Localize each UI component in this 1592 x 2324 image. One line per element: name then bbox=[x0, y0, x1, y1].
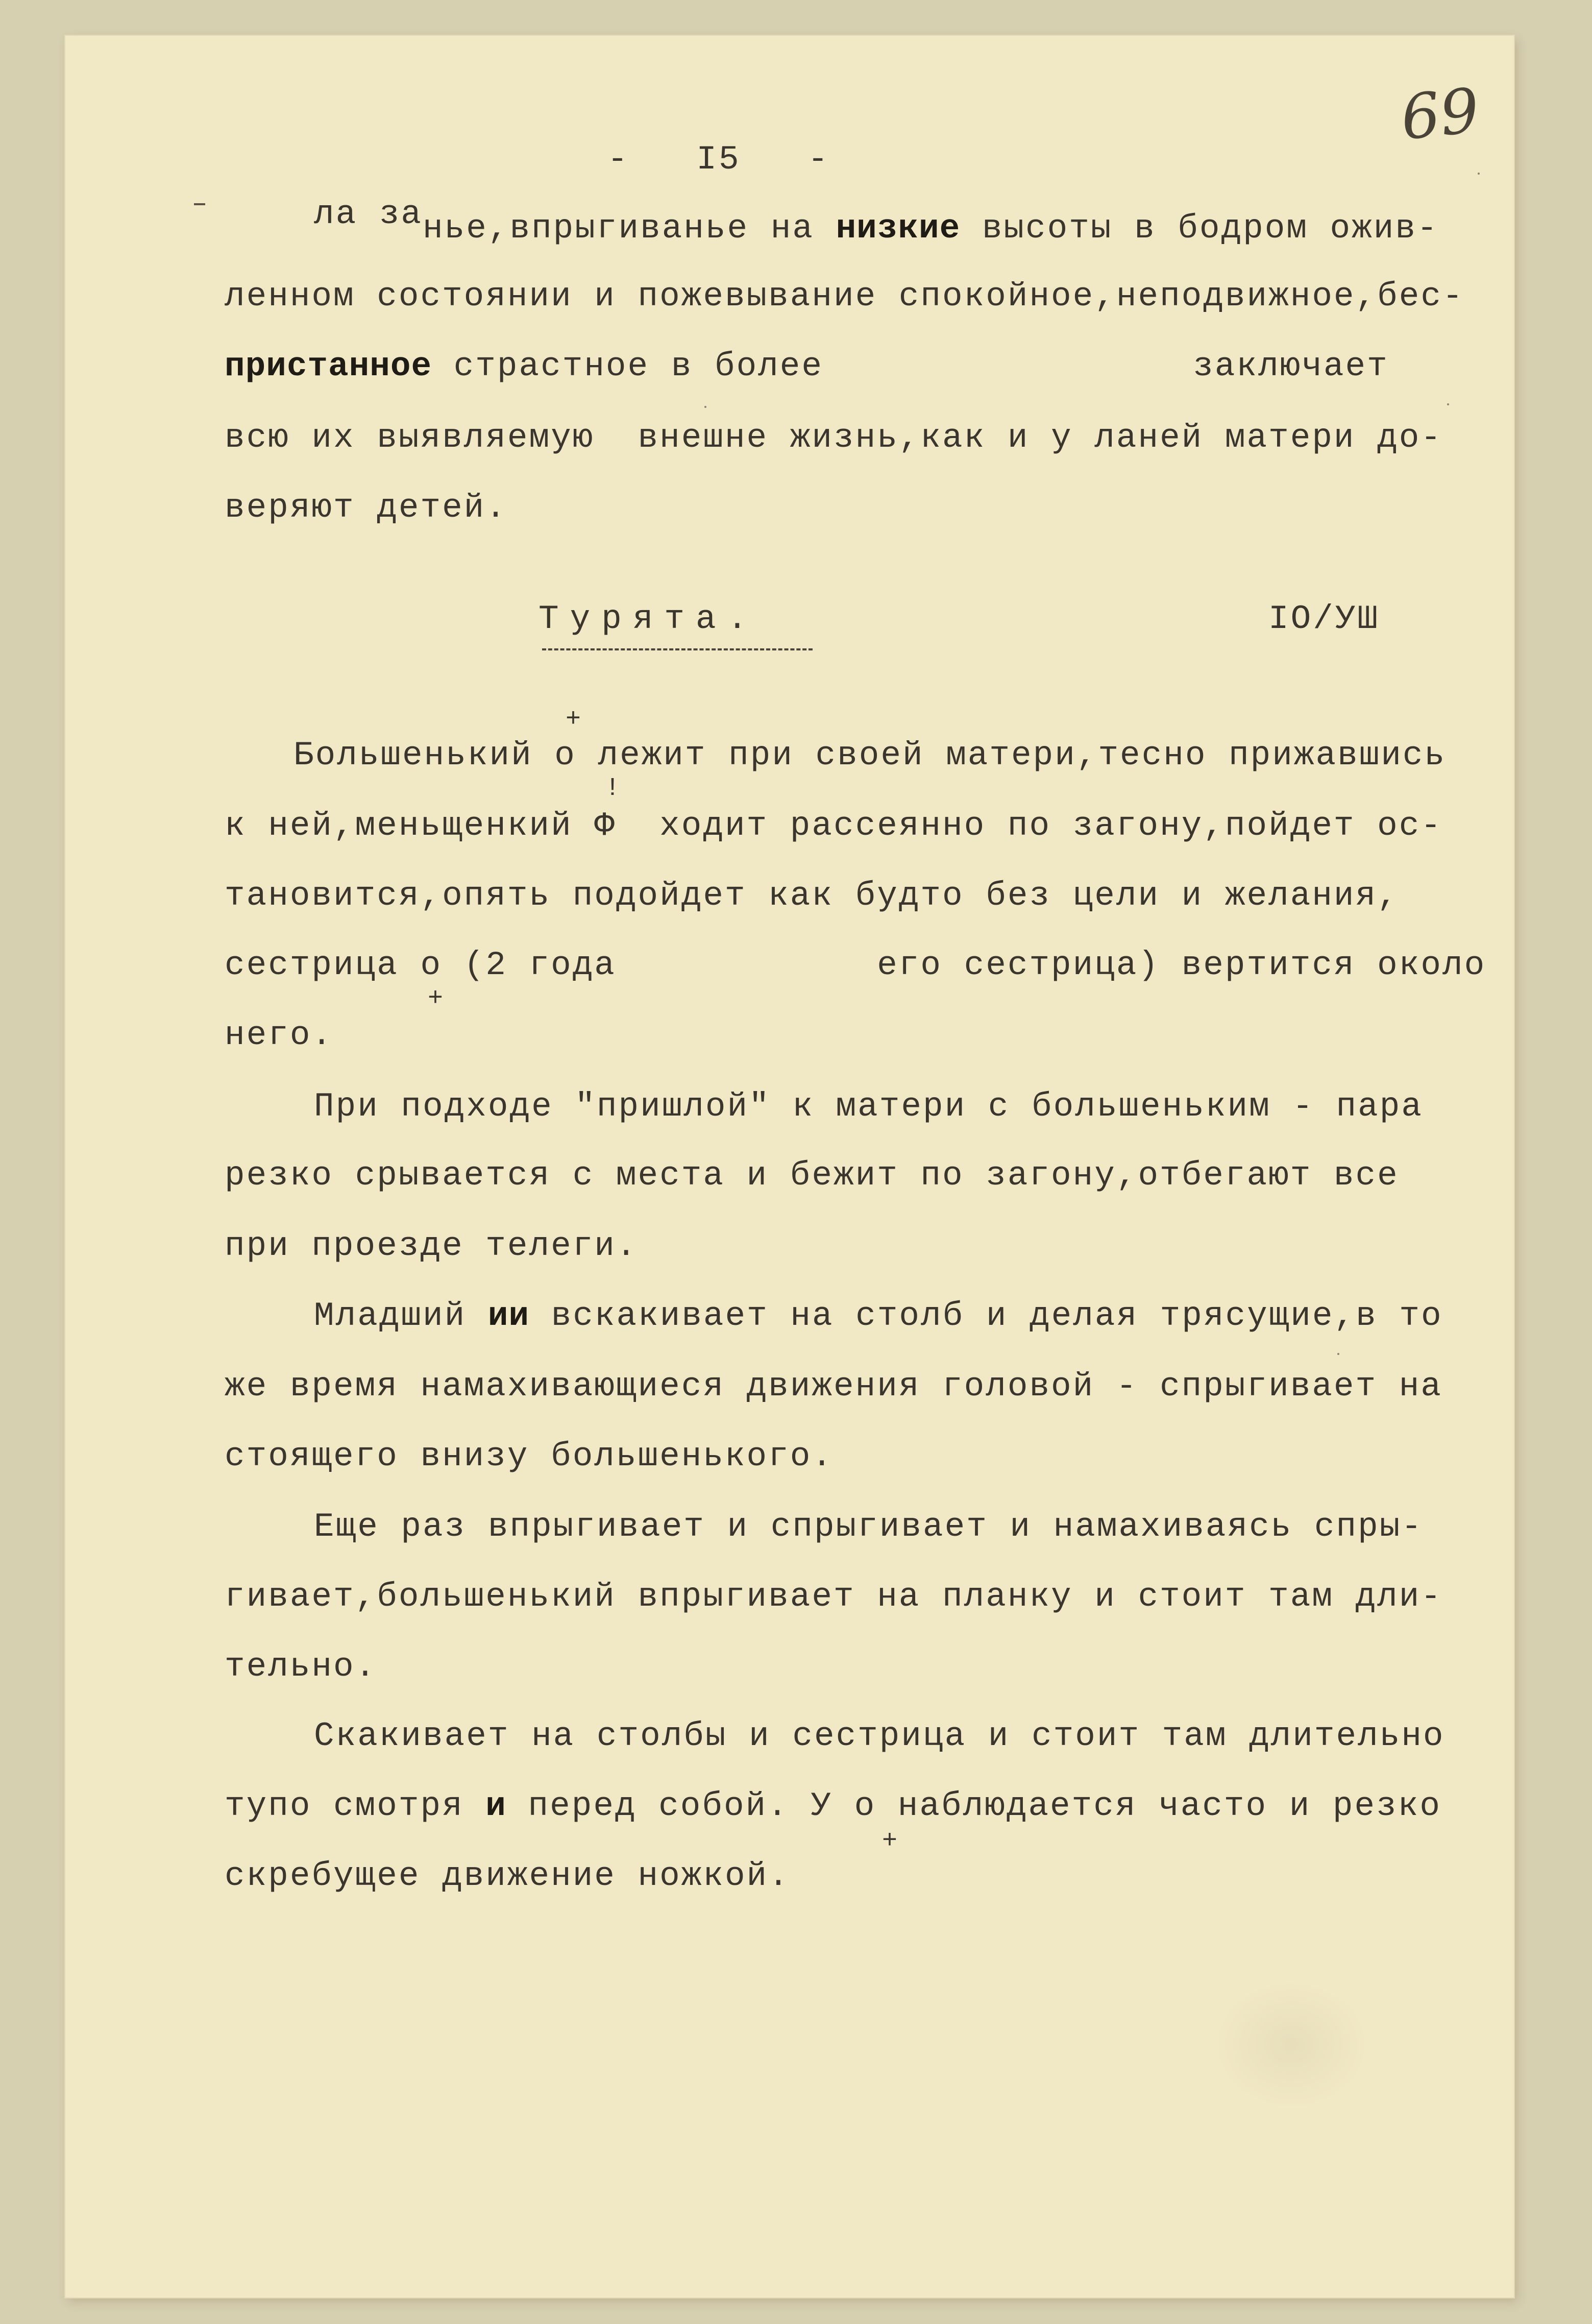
text-line-2: ленном состоянии и пожевывание спокойное,неподвижное,бес- bbox=[225, 277, 1464, 316]
archive-folio-number: 69 bbox=[1398, 75, 1483, 154]
overtyped-word: пристанное bbox=[225, 347, 432, 385]
text-line-5: веряют детей. bbox=[225, 489, 507, 527]
paper-speck bbox=[704, 406, 706, 408]
text-line-10: него. bbox=[225, 1016, 334, 1054]
margin-dash bbox=[194, 203, 205, 205]
text-line-19: тельно. bbox=[225, 1648, 377, 1686]
text-fragment: перед собой. У о наблюдается часто и резко bbox=[506, 1787, 1441, 1825]
text-line-8: тановится,опять подойдет как будто без цели и желания, bbox=[225, 877, 1399, 915]
text-line-4: всю их выявляемую внешне жизнь,как и у ланей матери до- bbox=[225, 419, 1442, 457]
male-symbol-mark: + bbox=[566, 705, 581, 734]
text-fragment: вскакивает на столб и делая трясущие,в то bbox=[529, 1297, 1443, 1335]
overtyped-word: низкие bbox=[836, 209, 961, 248]
text-line-20: Скакивает на столбы и сестрица и стоит там длительно bbox=[314, 1717, 1445, 1755]
male-symbol-mark: + bbox=[882, 1827, 898, 1856]
overtyped-word: ии bbox=[487, 1297, 530, 1335]
heading-underline bbox=[542, 648, 813, 650]
text-line-16: стоящего внизу большенького. bbox=[225, 1437, 834, 1475]
text-line-18: гивает,большенький впрыгивает на планку и стоит там дли- bbox=[225, 1578, 1442, 1616]
text-line-21 bbox=[225, 1789, 1441, 1823]
text-line-13: при проезде телеги. bbox=[225, 1227, 638, 1265]
paper-speck bbox=[1337, 1353, 1339, 1355]
text-line-3 bbox=[225, 347, 1389, 385]
page-number: - I5 - bbox=[607, 140, 830, 179]
paper-speck bbox=[1478, 173, 1480, 175]
text-fragment: страстное в более заключает bbox=[432, 347, 1389, 385]
text-line-6: Большенький о лежит при своей матери,тесно прижавшись bbox=[293, 736, 1447, 774]
text-line-7: к ней,меньщенкий Ф ходит рассеянно по загону,пойдет ос- bbox=[225, 807, 1442, 845]
text-fragment: тупо смотря bbox=[225, 1787, 486, 1825]
exclaim-mark: ! bbox=[605, 774, 621, 803]
section-heading: Турята. bbox=[538, 600, 759, 638]
text-line-9: сестрица о (2 года его сестрица) вертится около bbox=[225, 946, 1486, 984]
text-line-22: скребущее движение ножкой. bbox=[225, 1857, 790, 1895]
overtyped-word: и bbox=[485, 1787, 506, 1825]
text-line-15: же время намахивающиеся движения головой - спрыгивает на bbox=[225, 1367, 1442, 1406]
faint-stamp-smudge bbox=[1215, 1981, 1368, 2109]
superscript-fragment: ла за bbox=[314, 195, 423, 233]
female-symbol-mark: + bbox=[428, 984, 444, 1013]
text-fragment: Младший bbox=[314, 1297, 488, 1335]
text-line-14 bbox=[314, 1299, 1443, 1333]
text-line-12: резко срывается с места и бежит по загону,отбегают все bbox=[225, 1156, 1399, 1195]
text-line-17: Еще раз впрыгивает и спрыгивает и намахиваясь спры- bbox=[314, 1508, 1423, 1546]
text-line-11: При подходе "пришлой" к матери с большеньким - пара bbox=[314, 1087, 1423, 1126]
text-line-1 bbox=[314, 195, 1439, 248]
section-date: IO/УШ bbox=[1268, 600, 1380, 638]
text-fragment: высоты в бодром ожив- bbox=[960, 209, 1439, 248]
text-fragment: нье,впрыгиванье на bbox=[423, 209, 836, 248]
paper-speck bbox=[1447, 403, 1449, 405]
